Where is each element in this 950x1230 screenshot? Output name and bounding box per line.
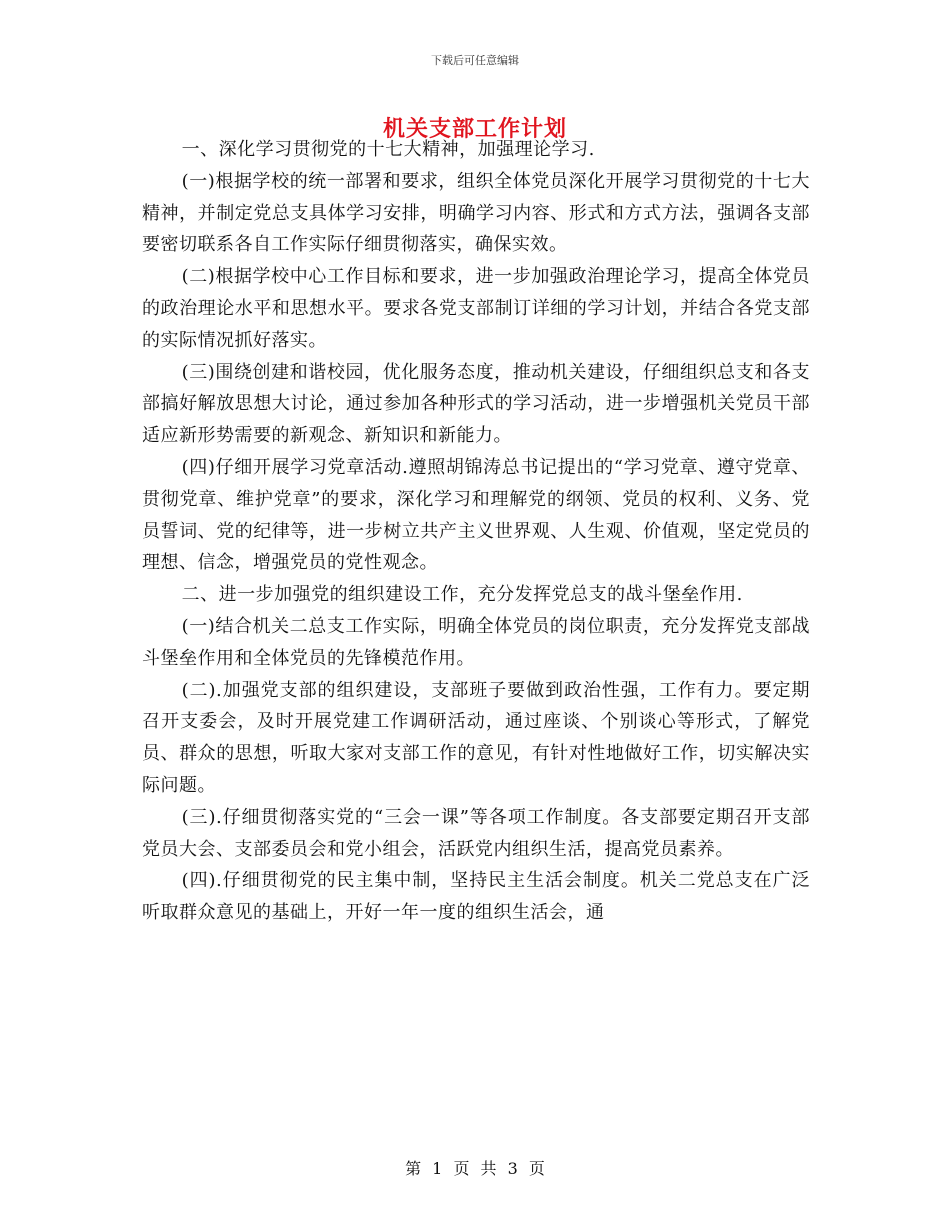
paragraph-section-1-heading: 一、深化学习贯彻党的十七大精神，加强理论学习. [181, 139, 595, 160]
paragraph-1-4: (四)仔细开展学习党章活动.遵照胡锦涛总书记提出的“学习党章、遵守党章、贯彻党章、维护党章”的要求，深化学习和理解党的纲领、党员的权利、义务、党员誓词、党的纪律等，进一步树立共产主义世界观、人生观、价值观，坚定党员的理想、信念，增强党员的党性观念。 [142, 456, 810, 574]
paragraph-2-3: (三).仔细贯彻落实党的“三会一课”等各项工作制度。各支部要定期召开支部党员大会、支部委员会和党小组会，活跃党内组织生活，提高党员素养。 [142, 806, 810, 860]
paragraph-1-1: (一)根据学校的统一部署和要求，组织全体党员深化开展学习贯彻党的十七大精神，并制定党总支具体学习安排，明确学习内容、形式和方式方法，强调各支部要密切联系各自工作实际仔细贯彻落实，确保实效。 [142, 170, 810, 256]
paragraph-2-1: (一)结合机关二总支工作实际，明确全体党员的岗位职责，充分发挥党支部战斗堡垒作用和全体党员的先锋模范作用。 [142, 615, 810, 669]
paragraph-1-2: (二)根据学校中心工作目标和要求，进一步加强政治理论学习，提高全体党员的政治理论水平和思想水平。要求各党支部制订详细的学习计划，并结合各党支部的实际情况抓好落实。 [142, 266, 810, 351]
paragraph-2-4: (四).仔细贯彻党的民主集中制，坚持民主生活会制度。机关二党总支在广泛听取群众意见的基础上，开好一年一度的组织生活会，通 [142, 870, 810, 924]
paragraph-1-3: (三)围绕创建和谐校园，优化服务态度，推动机关建设，仔细组织总支和各支部搞好解放思想大讨论，通过参加各种形式的学习活动，进一步增强机关党员干部适应新形势需要的新观念、新知识和新能力。 [142, 361, 810, 447]
page-footer: 第 1 页 共 3 页 [405, 1159, 545, 1178]
header-note: 下载后可任意编辑 [431, 54, 519, 67]
paragraph-section-2-heading: 二、进一步加强党的组织建设工作，充分发挥党总支的战斗堡垒作用. [181, 584, 743, 606]
document-title: 机关支部工作计划 [382, 116, 567, 142]
document-body [142, 134, 810, 929]
paragraph-2-2: (二).加强党支部的组织建设，支部班子要做到政治性强，工作有力。要定期召开支委会，及时开展党建工作调研活动，通过座谈、个别谈心等形式，了解党员、群众的思想，听取大家对支部工作的意见，有针对性地做好工作，切实解决实际问题。 [142, 679, 810, 796]
